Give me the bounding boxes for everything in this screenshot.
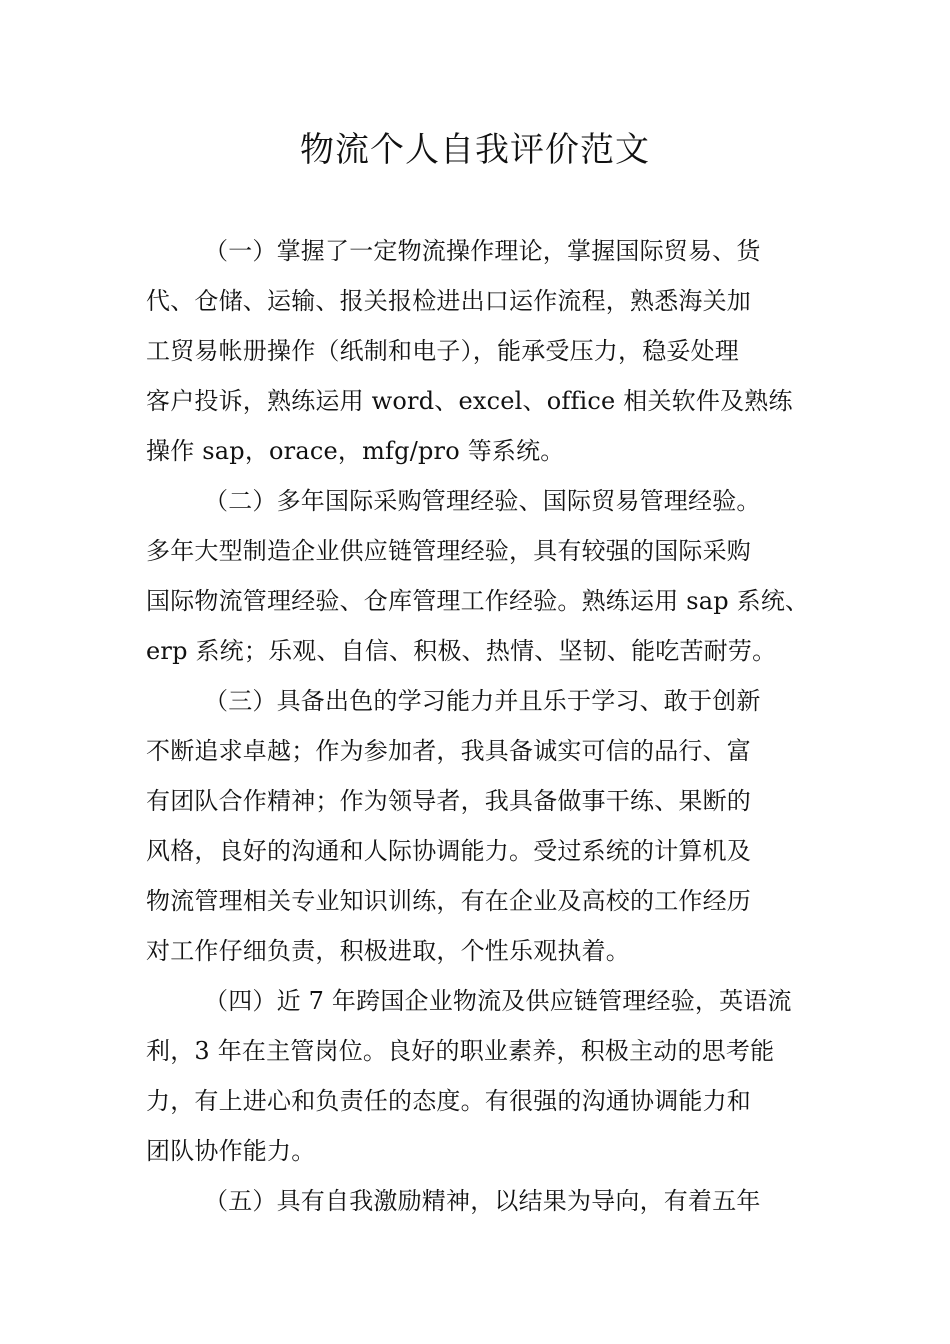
paragraph-4-line-4: 团队协作能力。 xyxy=(146,1137,316,1165)
paragraph-3-line-5: 物流管理相关专业知识训练，有在企业及高校的工作经历 xyxy=(146,887,751,915)
paragraph-4-line-3: 力，有上进心和负责任的态度。有很强的沟通协调能力和 xyxy=(146,1087,751,1115)
paragraph-1-line-4: 客户投诉，熟练运用 word、excel、office 相关软件及熟练 xyxy=(146,387,793,415)
paragraph-3-line-6: 对工作仔细负责，积极进取，个性乐观执着。 xyxy=(146,937,630,965)
paragraph-2-line-3: 国际物流管理经验、仓库管理工作经验。熟练运用 sap 系统、 xyxy=(146,587,810,615)
paragraph-1-line-2: 代、仓储、运输、报关报检进出口运作流程，熟悉海关加 xyxy=(146,287,751,315)
document-body xyxy=(146,226,836,1226)
paragraph-2-line-1: （二）多年国际采购管理经验、国际贸易管理经验。 xyxy=(204,487,761,515)
paragraph-4-line-2: 利，3 年在主管岗位。良好的职业素养，积极主动的思考能 xyxy=(146,1037,775,1065)
paragraph-2-line-4: erp 系统；乐观、自信、积极、热情、坚韧、能吃苦耐劳。 xyxy=(146,637,777,665)
paragraph-1-line-1: （一）掌握了一定物流操作理论，掌握国际贸易、货 xyxy=(204,237,761,265)
paragraph-4-line-1: （四）近 7 年跨国企业物流及供应链管理经验，英语流 xyxy=(204,987,792,1015)
document-title: 物流个人自我评价范文 xyxy=(300,130,650,170)
paragraph-3-line-3: 有团队合作精神；作为领导者，我具备做事干练、果断的 xyxy=(146,787,751,815)
paragraph-3-line-1: （三）具备出色的学习能力并且乐于学习、敢于创新 xyxy=(204,687,761,715)
paragraph-1-line-5: 操作 sap，orace，mfg/pro 等系统。 xyxy=(146,437,565,465)
paragraph-2-line-2: 多年大型制造企业供应链管理经验，具有较强的国际采购 xyxy=(146,537,751,565)
paragraph-3-line-4: 风格，良好的沟通和人际协调能力。受过系统的计算机及 xyxy=(146,837,751,865)
paragraph-1-line-3: 工贸易帐册操作（纸制和电子），能承受压力，稳妥处理 xyxy=(146,337,739,365)
paragraph-5-line-1: （五）具有自我激励精神，以结果为导向，有着五年 xyxy=(204,1187,761,1215)
paragraph-3-line-2: 不断追求卓越；作为参加者，我具备诚实可信的品行、富 xyxy=(146,737,751,765)
